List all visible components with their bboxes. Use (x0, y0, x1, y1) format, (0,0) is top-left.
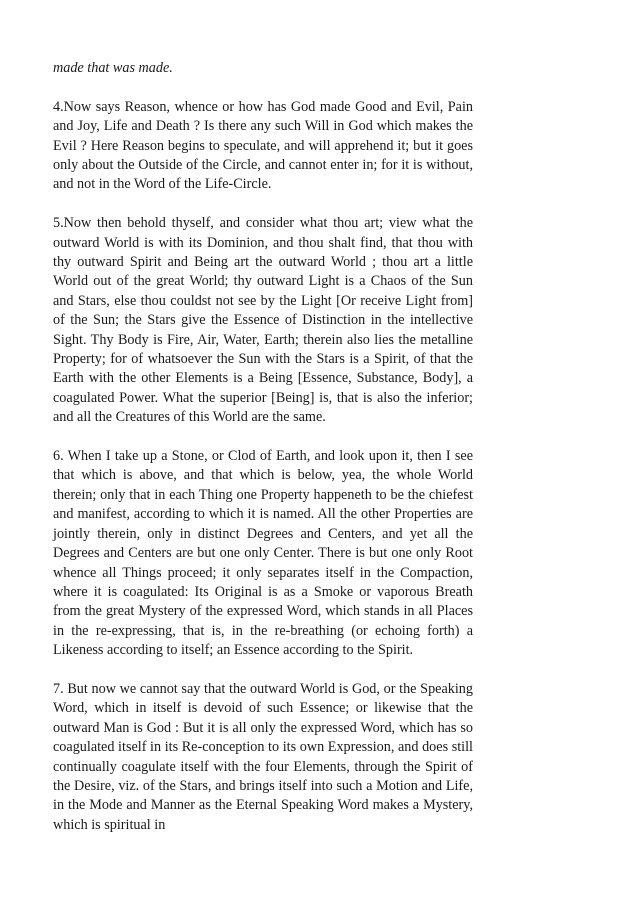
paragraph-7: 7. But now we cannot say that the outward World is God, or the Speaking Word, which in itself is devoid of such Essence; or likewise that the outward Man is God : But it is all only the expressed Word, which has so coagulated itself in its Re-conception to its own Expression, and does still continually coagulate itself with the four Elements, through the Spirit of the Desire, viz. of the Stars, and brings itself into such a Motion and Life, in the Mode and Manner as the Eternal Speaking Word makes a Mystery, which is spiritual in (53, 680, 473, 833)
document-body (53, 59, 473, 835)
paragraph-4: 4.Now says Reason, whence or how has God made Good and Evil, Pain and Joy, Life and Death ? Is there any such Will in God which makes the Evil ? Here Reason begins to speculate, and will apprehend it; but it goes only about the Outside of the Circle, and cannot enter in; for it is without, and not in the Word of the Life-Circle. (53, 98, 473, 193)
paragraph-6: 6. When I take up a Stone, or Clod of Earth, and look upon it, then I see that which is above, and that which is below, yea, the whole World therein; only that in each Thing one Property happeneth to be the chiefest and manifest, according to which it is named. All the other Properties are jointly therein, only in distinct Degrees and Centers, and yet all the Degrees and Centers are but one only Center. There is but one only Root whence all Things proceed; it only separates itself in the Compaction, where it is coagulated: Its Original is as a Smoke or vaporous Breath from the great Mystery of the expressed Word, which stands in all Places in the re-expressing, that is, in the re-breathing (or echoing forth) a Likeness according to itself; an Essence according to the Spirit. (53, 448, 473, 659)
paragraph-continuation: made that was made. (53, 60, 173, 76)
paragraph-5: 5.Now then behold thyself, and consider what thou art; view what the outward World is with its Dominion, and thou shalt find, that thou with thy outward Spirit and Being art the outward World ; thou art a little World out of the great World; thy outward Light is a Chaos of the Sun and Stars, else thou couldst not see by the Light [Or receive Light from] of the Sun; the Stars give the Essence of Distinction in the intellective Sight. Thy Body is Fire, Air, Water, Earth; therein also lies the metalline Property; for of whatsoever the Sun with the Stars is a Spirit, of that the Earth with the other Elements is a Being [Essence, Substance, Body], a coagulated Power. What the superior [Being] is, that is also the inferior; and all the Creatures of this World are the same. (53, 215, 473, 426)
